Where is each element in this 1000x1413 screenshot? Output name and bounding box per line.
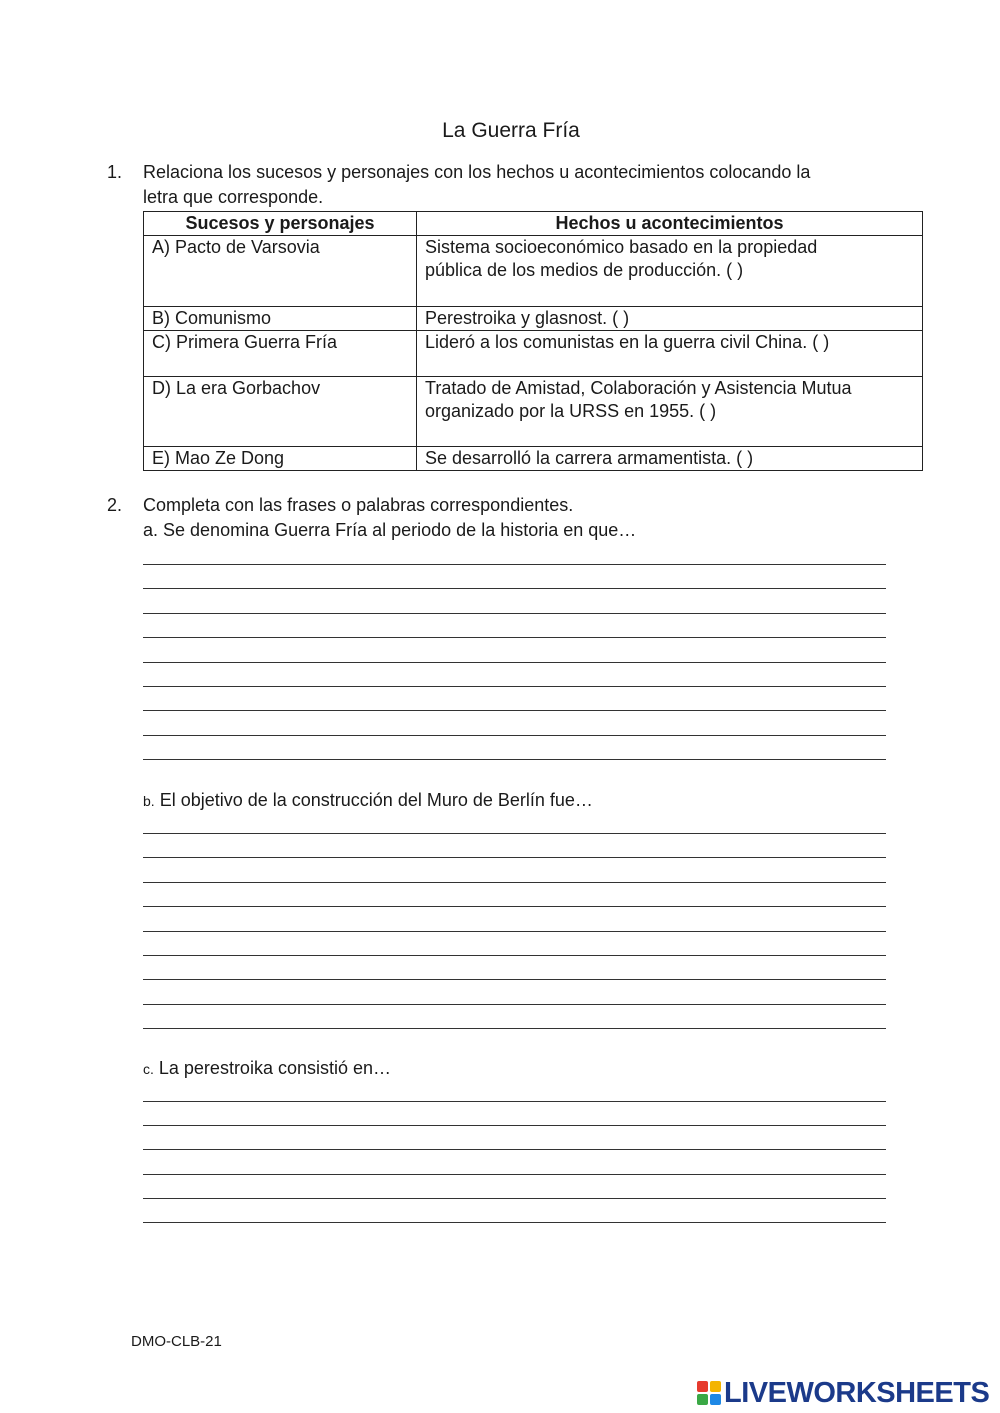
logo-square <box>710 1394 721 1405</box>
row-c-left: C) Primera Guerra Fría <box>144 331 417 377</box>
answer-line[interactable] <box>143 1198 886 1199</box>
row-d-right[interactable] <box>417 377 923 447</box>
answer-line[interactable] <box>143 1028 886 1029</box>
matching-table <box>143 211 923 471</box>
answer-line[interactable] <box>143 857 886 858</box>
matching-table-header <box>144 212 923 236</box>
liveworksheets-brand <box>697 1378 989 1408</box>
document-code: DMO-CLB-21 <box>131 1333 222 1350</box>
question-2a-prompt: a. Se denomina Guerra Fría al periodo de la historia en que… <box>143 520 637 540</box>
table-row <box>144 307 923 331</box>
question-1-number: 1. <box>107 162 123 182</box>
question-1-text-line-2: letra que corresponde. <box>143 187 324 207</box>
answer-line[interactable] <box>143 979 886 980</box>
row-a-right-line-2: pública de los medios de producción. ( ) <box>425 260 744 280</box>
question-2c-letter: c. <box>143 1061 154 1077</box>
answer-line[interactable] <box>143 564 886 565</box>
table-row <box>144 236 923 307</box>
answer-line[interactable] <box>143 882 886 883</box>
row-a-left: A) Pacto de Varsovia <box>144 236 417 307</box>
row-b-right[interactable]: Perestroika y glasnost. ( ) <box>417 307 923 331</box>
row-a-right[interactable] <box>417 236 923 307</box>
answer-line[interactable] <box>143 686 886 687</box>
logo-square <box>697 1381 708 1392</box>
question-2b-prompt <box>143 790 593 811</box>
answer-line[interactable] <box>143 1125 886 1126</box>
table-row <box>144 447 923 471</box>
liveworksheets-logo-icon <box>697 1381 721 1405</box>
row-e-right[interactable]: Se desarrolló la carrera armamentista. ( ) <box>417 447 923 471</box>
question-2b-text: El objetivo de la construcción del Muro de Berlín fue… <box>154 790 593 810</box>
row-d-right-line-2: organizado por la URSS en 1955. ( ) <box>425 401 717 421</box>
header-sucesos: Sucesos y personajes <box>144 212 417 236</box>
question-2-text: Completa con las frases o palabras correspondientes. <box>143 495 574 515</box>
answer-line[interactable] <box>143 588 886 589</box>
row-e-left: E) Mao Ze Dong <box>144 447 417 471</box>
question-2c-prompt <box>143 1058 391 1079</box>
answer-line[interactable] <box>143 1101 886 1102</box>
answer-line[interactable] <box>143 613 886 614</box>
row-b-left: B) Comunismo <box>144 307 417 331</box>
answer-line[interactable] <box>143 759 886 760</box>
answer-line[interactable] <box>143 735 886 736</box>
row-d-left: D) La era Gorbachov <box>144 377 417 447</box>
question-2c-text: La perestroika consistió en… <box>153 1058 392 1078</box>
question-1-text-line-1: Relaciona los sucesos y personajes con los hechos u acontecimientos colocando la <box>143 162 811 182</box>
row-a-right-line-1: Sistema socioeconómico basado en la propiedad <box>425 237 818 257</box>
logo-square <box>710 1381 721 1392</box>
answer-line[interactable] <box>143 1004 886 1005</box>
question-2b-letter: b. <box>143 793 155 809</box>
answer-line[interactable] <box>143 1149 886 1150</box>
answer-line[interactable] <box>143 955 886 956</box>
answer-line[interactable] <box>143 1174 886 1175</box>
page-title: La Guerra Fría <box>442 119 580 142</box>
answer-line[interactable] <box>143 710 886 711</box>
answer-line[interactable] <box>143 906 886 907</box>
row-c-right[interactable]: Lideró a los comunistas en la guerra civil China. ( ) <box>417 331 923 377</box>
answer-line[interactable] <box>143 637 886 638</box>
question-2-number: 2. <box>107 495 123 515</box>
answer-line[interactable] <box>143 931 886 932</box>
table-row <box>144 331 923 377</box>
answer-line[interactable] <box>143 662 886 663</box>
brand-name: LIVEWORKSHEETS <box>724 1377 990 1409</box>
answer-line[interactable] <box>143 1222 886 1223</box>
answer-line[interactable] <box>143 833 886 834</box>
question-1-text <box>143 160 923 210</box>
logo-square <box>697 1394 708 1405</box>
row-d-right-line-1: Tratado de Amistad, Colaboración y Asistencia Mutua <box>425 378 852 398</box>
table-row <box>144 377 923 447</box>
header-hechos: Hechos u acontecimientos <box>417 212 923 236</box>
